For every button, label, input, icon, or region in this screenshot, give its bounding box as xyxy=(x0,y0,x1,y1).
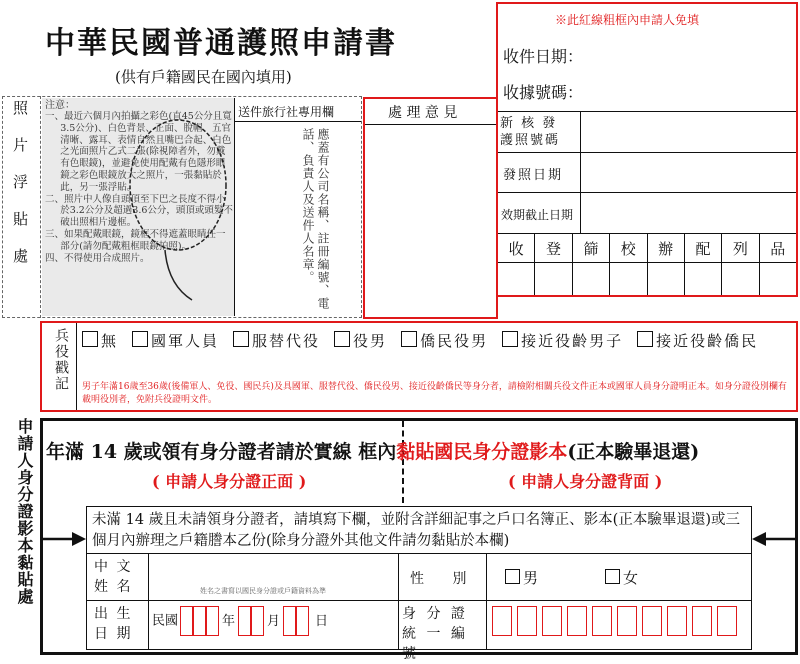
new-passport-number-label: 新 核 發 護照號碼 xyxy=(500,116,561,148)
issue-date-label: 發照日期 xyxy=(503,168,564,183)
receipt-number-label: 收據號碼： xyxy=(503,83,584,102)
expiry-date-label: 效期截止日期 xyxy=(501,208,574,222)
military-option-checkbox[interactable] xyxy=(334,331,350,347)
year-label: 年 xyxy=(222,613,236,629)
stamp-cell: 校 xyxy=(609,233,646,295)
military-option-checkbox[interactable] xyxy=(132,331,148,347)
id-digit-input[interactable] xyxy=(517,606,537,636)
day-digit-input[interactable] xyxy=(283,606,296,636)
photo-note-item: 四、不得使用合成照片。 xyxy=(45,252,150,264)
military-stamp-label: 兵役戳記 xyxy=(53,328,69,392)
id-digit-input[interactable] xyxy=(692,606,712,636)
stamp-cells-row xyxy=(498,233,796,295)
stamp-cell: 篩 xyxy=(572,233,609,295)
military-option-label: 接近役齡男子 xyxy=(521,332,624,350)
photo-note-item: 二、照片中人像自頭頂至下巴之長度不得小於3.2公分及超過3.6公分，頭頂或頭髮不破出照相片邊框。 xyxy=(45,193,233,229)
month-digit-input[interactable] xyxy=(251,606,264,636)
photo-note-item: 三、如果配戴眼鏡，鏡框不得遮蓋眼睛任一部分(請勿配戴粗框眼鏡拍照)。 xyxy=(45,228,226,252)
id-instruction-part1: 年滿 14 歲或領有身分證者請於實線 框內 xyxy=(46,441,397,463)
military-option-label: 無 xyxy=(101,332,119,350)
military-option-label: 僑民役男 xyxy=(420,332,489,350)
military-option[interactable] xyxy=(334,330,387,351)
military-option[interactable] xyxy=(82,330,118,351)
year-digit-input[interactable] xyxy=(193,606,206,636)
id-digit-input[interactable] xyxy=(717,606,737,636)
military-option-checkbox[interactable] xyxy=(233,331,249,347)
day-digit-input[interactable] xyxy=(296,606,309,636)
id-instruction xyxy=(46,437,699,464)
year-digit-input[interactable] xyxy=(206,606,219,636)
id-number-fields xyxy=(492,606,737,636)
form-title: 中華民國普通護照申請書 xyxy=(45,26,397,61)
id-digit-input[interactable] xyxy=(617,606,637,636)
female-label: 女 xyxy=(623,569,639,587)
male-checkbox[interactable] xyxy=(505,569,520,584)
military-option-label: 服替代役 xyxy=(252,332,321,350)
receipt-date-label: 收件日期： xyxy=(503,47,584,66)
birth-date-label: 出 生 日 期 xyxy=(94,606,133,642)
id-digit-input[interactable] xyxy=(492,606,512,636)
form-subtitle: (供有戶籍國民在國內填用) xyxy=(115,68,292,86)
review-box xyxy=(363,97,498,319)
id-digit-input[interactable] xyxy=(667,606,687,636)
stamp-cell: 辦 xyxy=(647,233,684,295)
day-label: 日 xyxy=(315,613,329,629)
left-arrow-icon xyxy=(40,532,86,546)
stamp-cell: 配 xyxy=(684,233,721,295)
photo-notes-title: 注意： xyxy=(45,100,75,111)
chinese-name-label: 中 文 姓 名 xyxy=(94,559,133,595)
era-label: 民國 xyxy=(152,613,179,629)
military-option[interactable] xyxy=(132,330,219,351)
office-use-notice: ※此紅線粗框內申請人免填 xyxy=(555,13,700,27)
id-number-label: 身 分 證 統 一 編 號 xyxy=(402,606,468,662)
military-option-label: 接近役齡僑民 xyxy=(656,332,759,350)
id-digit-input[interactable] xyxy=(642,606,662,636)
id-paste-side-label: 申請人身分證影本黏貼處 xyxy=(15,418,34,605)
id-digit-input[interactable] xyxy=(592,606,612,636)
head-outline-illustration xyxy=(120,110,240,310)
stamp-cell: 登 xyxy=(534,233,571,295)
female-checkbox[interactable] xyxy=(605,569,620,584)
military-options xyxy=(82,330,758,351)
month-label: 月 xyxy=(267,613,281,629)
military-option-checkbox[interactable] xyxy=(401,331,417,347)
year-digit-input[interactable] xyxy=(180,606,193,636)
shoulder-outline xyxy=(165,250,192,300)
gender-male-option[interactable] xyxy=(505,567,538,588)
id-digit-input[interactable] xyxy=(542,606,562,636)
military-option[interactable] xyxy=(401,330,488,351)
military-option-checkbox[interactable] xyxy=(502,331,518,347)
male-label: 男 xyxy=(523,569,539,587)
id-back-label: ( 申請人身分證背面 ) xyxy=(508,472,663,491)
photo-note-item: 一、最近六個月內拍攝之彩色(直45公分且寬3.5公分)、白色背景、正面、脫帽、五官清晰、露耳、表情自然且嘴巴合起、白色之光面照片乙式二張(除視障者外，勿戴有色眼鏡)，並避免使用配戴有色隱形眼鏡之彩色眼鏡放大之照片，一張黏貼於此，另一張浮貼。 xyxy=(45,111,232,193)
gender-female-option[interactable] xyxy=(605,567,638,588)
agency-column-text: 應蓋有公司名稱、註冊編號、電話、負責人及送件人名章。 xyxy=(301,128,330,310)
right-arrow-icon xyxy=(752,532,798,546)
military-option[interactable] xyxy=(637,330,758,351)
id-instruction-highlight: 黏貼國民身分證影本 xyxy=(396,441,568,463)
military-option[interactable] xyxy=(233,330,320,351)
chinese-name-hint: 姓名之書寫以國民身分證或戶籍資料為準 xyxy=(200,587,326,595)
stamp-cell: 列 xyxy=(721,233,758,295)
month-digit-input[interactable] xyxy=(238,606,251,636)
id-instruction-part2: (正本驗畢退還) xyxy=(567,441,700,463)
id-digit-input[interactable] xyxy=(567,606,587,636)
minor-instruction: 未滿 14 歲且未請領身分證者，請填寫下欄，並附含詳細記事之戶口名簿正、影本(正本驗畢退還)或三個月內辦理之戶籍謄本乙份(除身分證外其他文件請勿黏貼於本欄) xyxy=(92,512,740,549)
military-option-label: 國軍人員 xyxy=(151,332,220,350)
birth-date-fields xyxy=(152,606,328,636)
gender-label: 性 別 xyxy=(410,571,479,587)
military-option-checkbox[interactable] xyxy=(637,331,653,347)
face-oval-outline xyxy=(130,120,226,250)
agency-column-title: 送件旅行社專用欄 xyxy=(238,105,335,119)
review-title: 處 理 意 見 xyxy=(388,105,458,121)
military-note: 男子年滿16歲至36歲(後備軍人、免役、國民兵)及具國軍、服替代役、僑民役男、接近役齡僑民等身分者，請檢附相關兵役文件正本或國軍人員身分證明正本。如身分證役別欄有載明役別者，免附兵役證明文件。 xyxy=(82,382,787,405)
military-option-label: 役男 xyxy=(353,332,388,350)
id-front-label: ( 申請人身分證正面 ) xyxy=(152,472,307,491)
stamp-cell: 品 xyxy=(759,233,796,295)
photo-paste-label: 照片浮貼處 xyxy=(11,100,29,285)
military-option[interactable] xyxy=(502,330,623,351)
military-option-checkbox[interactable] xyxy=(82,331,98,347)
agency-column xyxy=(234,98,361,316)
stamp-cell: 收 xyxy=(508,240,524,258)
